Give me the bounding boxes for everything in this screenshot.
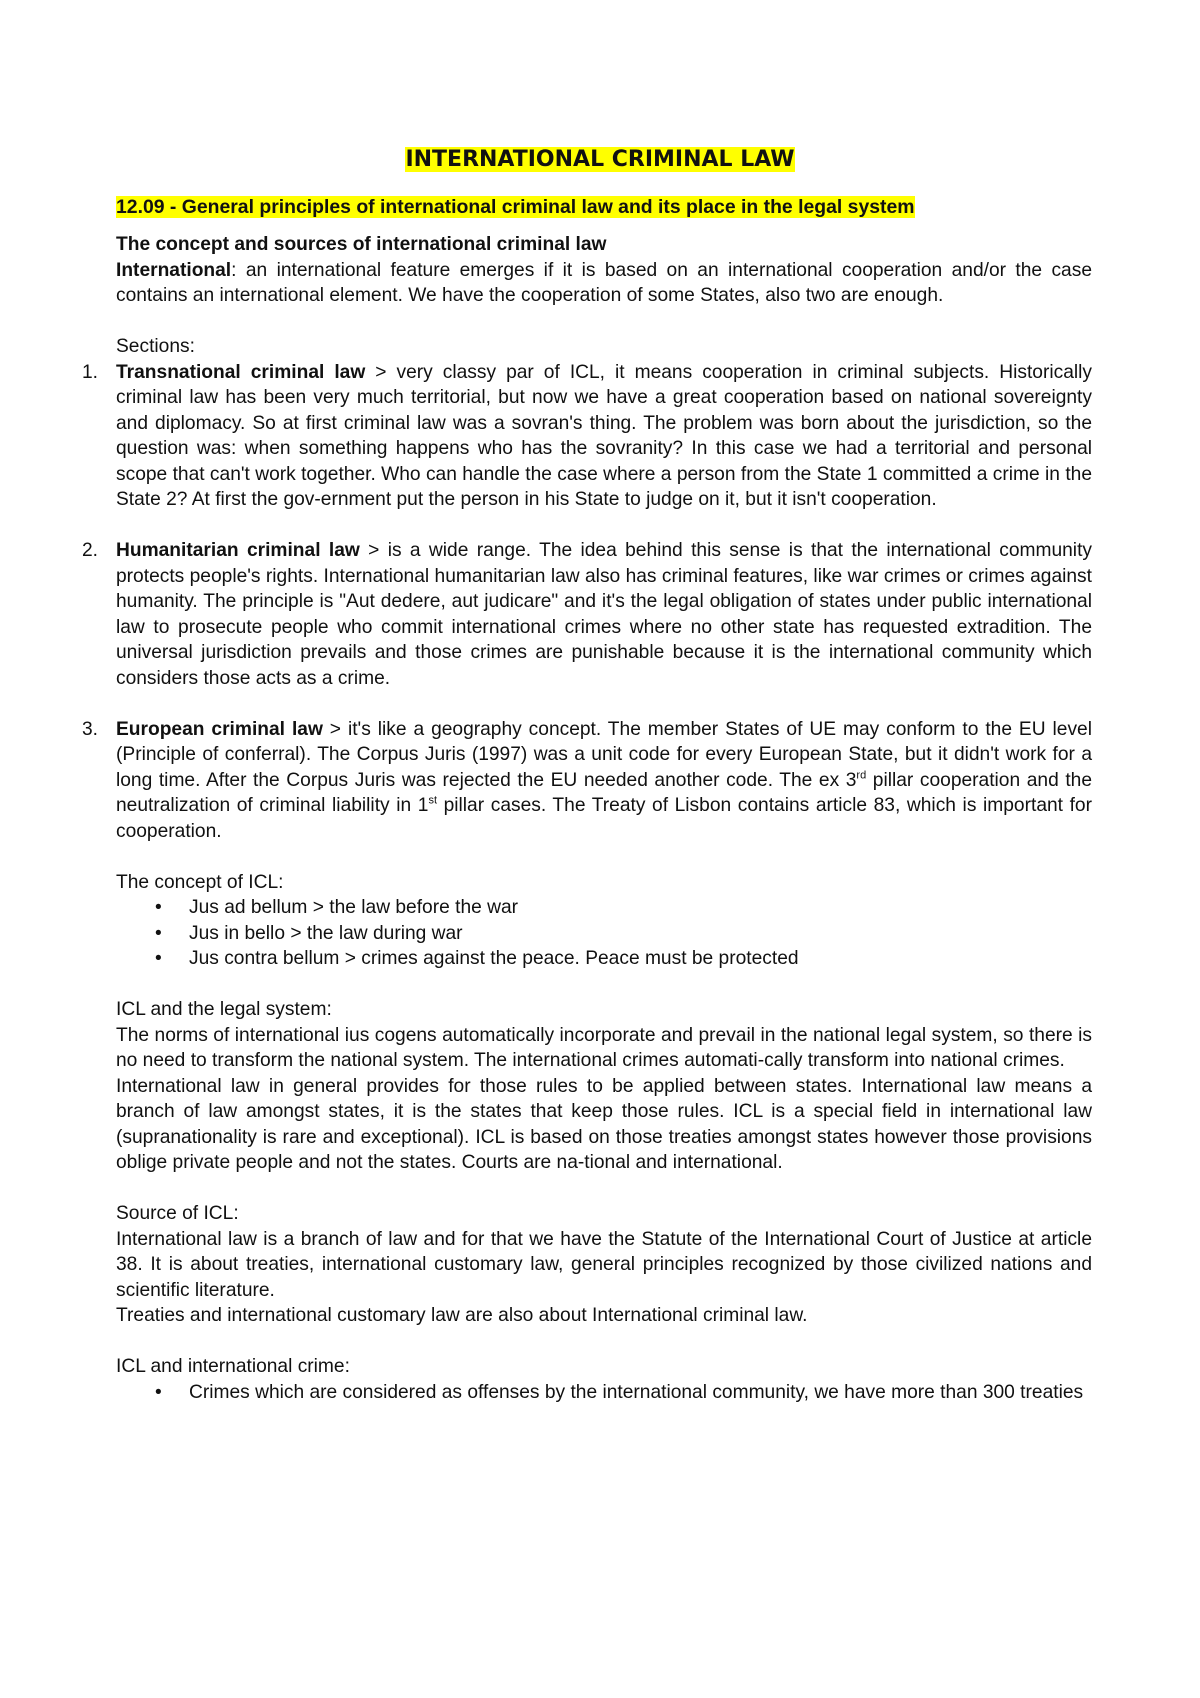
section-item-european xyxy=(82,717,1092,845)
section-text-a: > it's like a geography concept. The member States of UE may conform to the EU level (Principle of conferral). The Corpus Juris (1997) was a unit code for every European State, but it didn't work for a long time. After the Corpus Juris was rejected the EU needed another code. The ex 3 xyxy=(116,718,1092,791)
section-number: 2. xyxy=(82,540,99,561)
subtitle-highlight: 12.09 - General principles of international criminal law and its place in the legal system xyxy=(116,196,915,218)
bullet-text: Crimes which are considered as offenses by the international community, we have more than 300 treaties xyxy=(189,1381,1084,1403)
source-paragraph: Treaties and international customary law are also about International criminal law. xyxy=(116,1305,808,1326)
list-item xyxy=(116,1380,1092,1406)
international-crime-label: ICL and international crime: xyxy=(116,1356,350,1377)
bullet-icon: • xyxy=(155,1381,162,1403)
document-title xyxy=(0,146,1200,174)
sections-label: Sections: xyxy=(116,336,195,357)
bullet-text: Jus contra bellum > crimes against the peace. Peace must be protected xyxy=(189,948,799,969)
section-text: > is a wide range. The idea behind this sense is that the international community protects people's rights. International humanitarian law also has criminal features, like war crimes or crimes against humanity. The principle is "Aut dedere, aut judicare" and it's the legal obligation of states under public international law to prosecute people who commit international crimes where no other state has requested extradition. The universal jurisdiction prevails and those crimes are punishable because it is the international community which considers those acts as a crime. xyxy=(116,540,1092,689)
section-text-c: pillar cases. The Treaty of Lisbon contains article 83, which is important for cooperation. xyxy=(116,795,1092,842)
section-text: > very classy par of ICL, it means cooperation in criminal subjects. Historically criminal law has been very much territorial, but now we have a great cooperation based on national sovereignty and diplomacy. So at first criminal law was a sovran's thing. The problem was born about the jurisdiction, so the question was: when something happens who has the sovranity? In this case we had a territorial and personal scope that can't work together. Who can handle the case where a person from the State 1 committed a crime in the State 2? At first the gov-ernment put the person in his State to judge on it, but it isn't cooperation. xyxy=(116,361,1093,510)
concept-heading: The concept and sources of international criminal law xyxy=(116,234,607,255)
list-item xyxy=(116,921,1092,947)
document-body xyxy=(82,232,1093,1405)
section-text-b: pillar cooperation and the neutralization of criminal liability in 1 xyxy=(116,769,1092,816)
concept-icl-label: The concept of ICL: xyxy=(116,871,284,893)
international-term: International xyxy=(116,259,232,281)
section-item-transnational xyxy=(82,360,1093,513)
section-term: European criminal law xyxy=(116,718,323,740)
bullet-text: Jus in bello > the law during war xyxy=(189,922,463,944)
bullet-text: Jus ad bellum > the law before the war xyxy=(189,897,519,918)
section-number: 1. xyxy=(82,361,99,383)
bullet-icon: • xyxy=(155,922,162,944)
bullet-icon: • xyxy=(155,948,162,969)
legal-system-paragraph: International law in general provides for those rules to be applied between states. International law means a branch of law amongst states, it is the states that keep those rules. ICL is a special field in international law (supranationality is rare and exceptional). ICL is based on those treaties amongst states however those provisions oblige private people and not the states. Courts are na-tional and international. xyxy=(116,1075,1092,1173)
legal-system-paragraph: The norms of international ius cogens automatically incorporate and prevail in the national legal system, so there is no need to transform the national system. The international crimes automati-cally transform into national crimes. xyxy=(116,1024,1092,1071)
international-text: : an international feature emerges if it is based on an international cooperation and/or the case contains an international element. We have the cooperation of some States, also two are enough. xyxy=(116,259,1092,306)
superscript-rd: rd xyxy=(856,769,867,782)
bullet-icon: • xyxy=(155,897,162,918)
legal-system-label: ICL and the legal system: xyxy=(116,999,332,1020)
international-definition xyxy=(116,258,1092,309)
list-item xyxy=(116,946,1092,972)
source-paragraph: International law is a branch of law and for that we have the Statute of the International Court of Justice at article 38. It is about treaties, international customary law, general principles recognized by those civilized nations and scientific literature. xyxy=(116,1228,1092,1301)
lecture-subtitle xyxy=(116,195,915,220)
list-item xyxy=(116,895,1092,921)
superscript-st: st xyxy=(428,794,437,807)
section-item-humanitarian xyxy=(82,538,1092,691)
section-term: Humanitarian criminal law xyxy=(116,540,360,561)
section-number: 3. xyxy=(82,718,99,740)
title-highlight: INTERNATIONAL CRIMINAL LAW xyxy=(405,147,795,172)
section-term: Transnational criminal law xyxy=(116,361,366,383)
source-label: Source of ICL: xyxy=(116,1203,239,1224)
